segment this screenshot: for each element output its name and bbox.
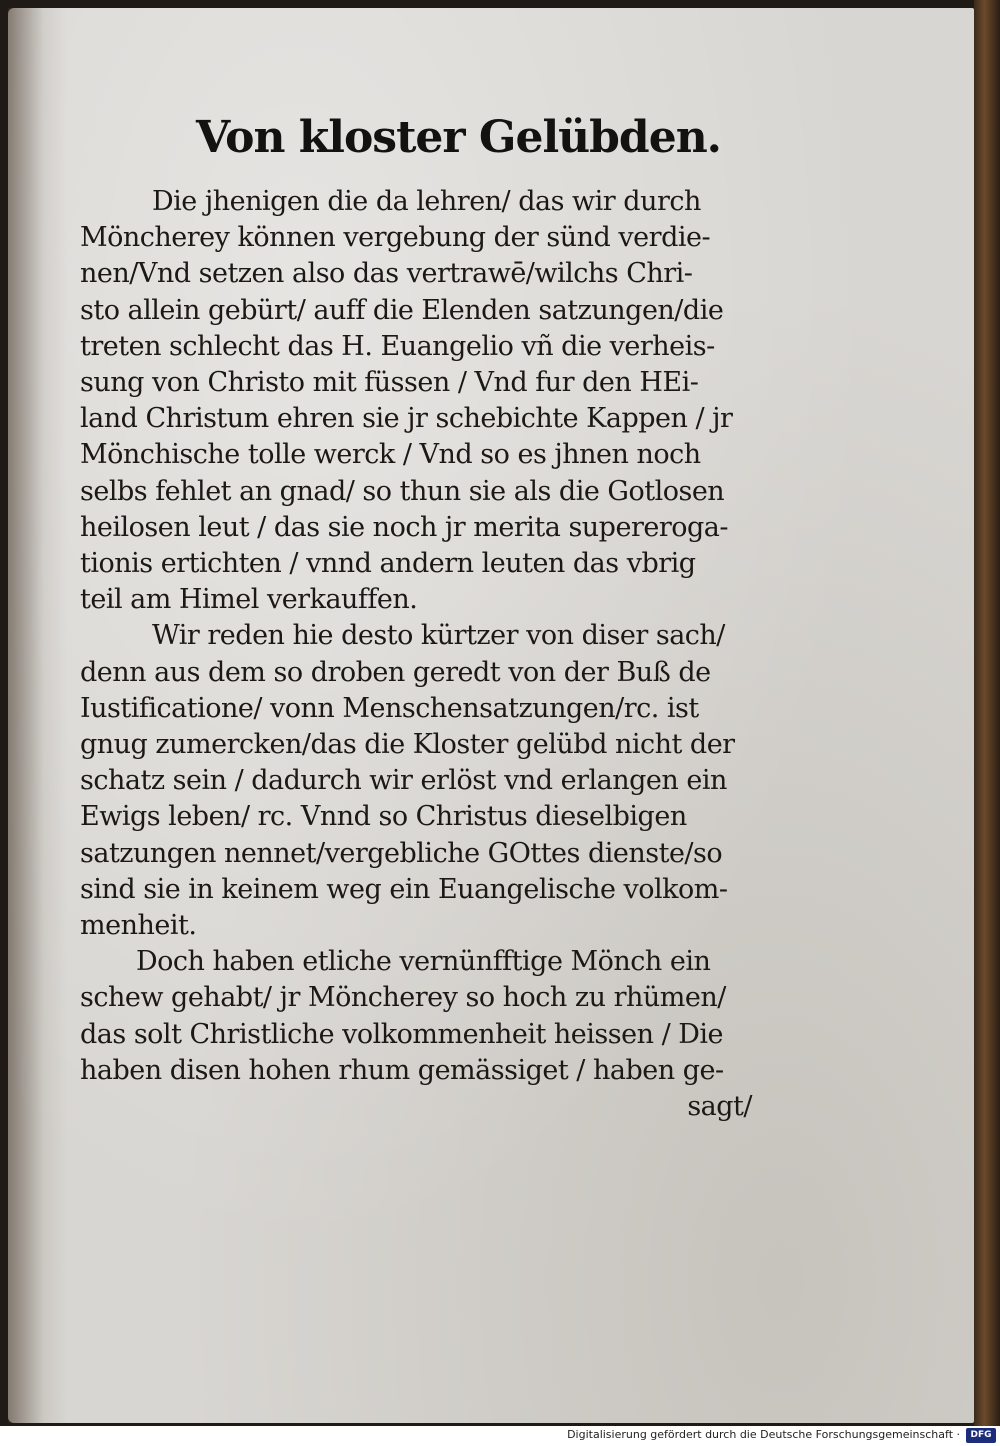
text-line: nen/Vnd setzen also das vertrawē/wilchs Chri- (80, 258, 693, 290)
text-line: gnug zumercken/das die Kloster gelübd nicht der (80, 729, 735, 761)
dfg-logo-icon: DFG (966, 1428, 996, 1443)
text-line: menheit. (80, 910, 197, 942)
text-line: satzungen nennet/vergebliche GOttes dienste/so (80, 837, 723, 869)
body-text (80, 184, 770, 1125)
text-line: land Christum ehren sie jr schebichte Kappen / jr (80, 403, 733, 435)
text-line: sung von Christo mit füssen / Vnd fur den HEi- (80, 367, 699, 399)
text-line: heilosen leut / das sie noch jr merita supereroga- (80, 511, 728, 543)
text-line: schew gehabt/ jr Möncherey so hoch zu rhümen/ (80, 982, 726, 1014)
text-line: Die jhenigen die da lehren/ das wir durch (152, 186, 701, 217)
text-line: Doch haben etliche vernünfftige Mönch ein (136, 946, 711, 978)
text-line: Wir reden hie desto kürtzer von diser sach/ (152, 620, 725, 652)
text-line: Iustificatione/ vonn Menschensatzungen/rc. ist (80, 692, 699, 724)
footer-credit: Digitalisierung gefördert durch die Deutsche Forschungsgemeinschaft · (567, 1428, 960, 1441)
text-line: tionis ertichten / vnnd andern leuten das vbrig (80, 548, 696, 580)
catchword: sagt/ (687, 1091, 752, 1123)
text-line: das solt Christliche volkommenheit heissen / Die (80, 1018, 724, 1050)
text-line: sind sie in keinem weg ein Euangelische volkom- (80, 873, 728, 905)
book-edge (974, 0, 1000, 1426)
chapter-heading: Von kloster Gelübden. (196, 112, 722, 163)
spine-shadow (8, 8, 68, 1423)
text-line: haben disen hohen rhum gemässiget / haben ge- (80, 1054, 724, 1086)
text-line: Ewigs leben/ rc. Vnnd so Christus dieselbigen (80, 801, 687, 833)
text-line: Möncherey können vergebung der sünd verdie- (80, 222, 711, 254)
footer-bar (0, 1426, 1000, 1446)
text-line: Mönchische tolle werck / Vnd so es jhnen noch (80, 439, 701, 471)
text-line: selbs fehlet an gnad/ so thun sie als die Gotlosen (80, 475, 725, 507)
text-line: sto allein gebürt/ auff die Elenden satzungen/die (80, 294, 724, 326)
text-line: teil am Himel verkauffen. (80, 584, 418, 616)
text-line: treten schlecht das H. Euangelio vñ die verheis- (80, 330, 715, 362)
text-line: denn aus dem so droben geredt von der Buß de (80, 656, 711, 688)
text-line: schatz sein / dadurch wir erlöst vnd erlangen ein (80, 765, 727, 797)
